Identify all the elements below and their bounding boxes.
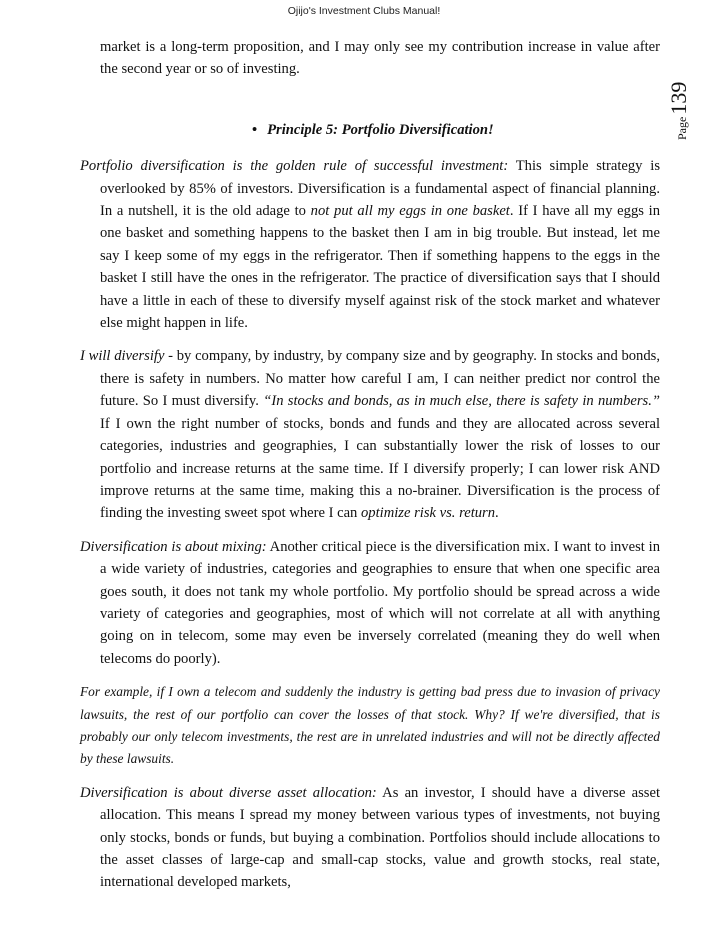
quote-safety-numbers: “In stocks and bonds, as in much else, there is safety in numbers.” (263, 393, 660, 410)
text-example: For example, if I own a telecom and suddenly the industry is getting bad press due to invasion of privacy lawsuits, the rest of our portfolio can cover the losses of that stock. Why? If we're diversified, that is probably our only telecom investments, the rest are in unrelated industries and will not be directly affected by these lawsuits. (80, 684, 660, 767)
principle-title: Principle 5: Portfolio Diversification! (267, 121, 494, 138)
italic-eggs-basket: not put all my eggs in one basket (310, 203, 510, 220)
running-header (0, 5, 728, 17)
page-label: Page (675, 116, 689, 140)
paragraph-example (80, 681, 660, 771)
paragraph-mixing (80, 536, 660, 670)
lead-mixing: Diversification is about mixing: (80, 538, 267, 555)
text-will-diversify-3: . (495, 505, 499, 522)
text-mixing: Another critical piece is the diversification mix. I want to invest in a wide variety of industries, categories and geographies to ensure that when one specific area goes south, it does not tank my whole portfolio. My portfolio should be spread across a wide variety of categories and geographies, most of which will not correlate at all with anything going on in telecom, some may even be inversely correlated (meaning they do well when telecoms do poorly). (100, 538, 660, 667)
italic-optimize-risk: optimize risk vs. return (361, 505, 496, 522)
lead-golden-rule: Portfolio diversification is the golden rule of successful investment: (80, 158, 509, 175)
text-golden-rule-1: This simple strategy is overlooked by 85% of investors. Diversification is a fundamental aspect of financial planning. In a nutshell, it is the old adage to (100, 158, 661, 220)
intro-paragraph (80, 36, 660, 81)
principle-heading (80, 119, 660, 141)
paragraph-will-diversify (80, 345, 660, 524)
lead-will-diversify: I will diversify (80, 348, 165, 365)
page-body (80, 36, 660, 905)
intro-text: market is a long-term proposition, and I may only see my contribution increase in value after the second year or so of investing. (100, 39, 660, 78)
text-asset-allocation: As an investor, I should have a diverse asset allocation. This means I spread my money between various types of investments, not buying only stocks, bonds or funds, but buying a combination. Portfolios should include allocations to the asset classes of large-cap and small-cap stocks, value and growth stocks, real state, international developed markets, (100, 784, 660, 891)
running-title: Ojijo's Investment Clubs Manual! (287, 5, 441, 17)
paragraph-golden-rule (80, 155, 660, 334)
page-number (666, 82, 692, 140)
text-will-diversify-1: - by company, by industry, by company size and by geography. In stocks and bonds, there is safety in numbers. No matter how careful I am, I can neither predict nor control the future. So I must diversify. (100, 348, 660, 410)
paragraph-asset-allocation (80, 782, 660, 894)
text-will-diversify-2: If I own the right number of stocks, bonds and funds and they are allocated across several categories, industries and geographies, I can substantially lower the risk of losses to our portfolio and increase returns at the same time. If I diversify properly; I can lower risk AND improve returns at the same time, making this a no-brainer. Diversification is the process of finding the investing sweet spot where I can (100, 415, 660, 522)
text-golden-rule-2: . If I have all my eggs in one basket and something happens to the basket then I am in big trouble. But instead, let me say I keep some of my eggs in the refrigerator. Then if something happens to the eggs in the basket I still have the ones in the refrigerator. The practice of diversification says that I should have a little in each of these to diversify myself against risk of the stock market and whatever else might happen in life. (100, 203, 660, 332)
page-number-value: 139 (666, 81, 691, 115)
lead-asset-allocation: Diversification is about diverse asset allocation: (80, 784, 377, 801)
bullet-icon: • (252, 121, 258, 138)
